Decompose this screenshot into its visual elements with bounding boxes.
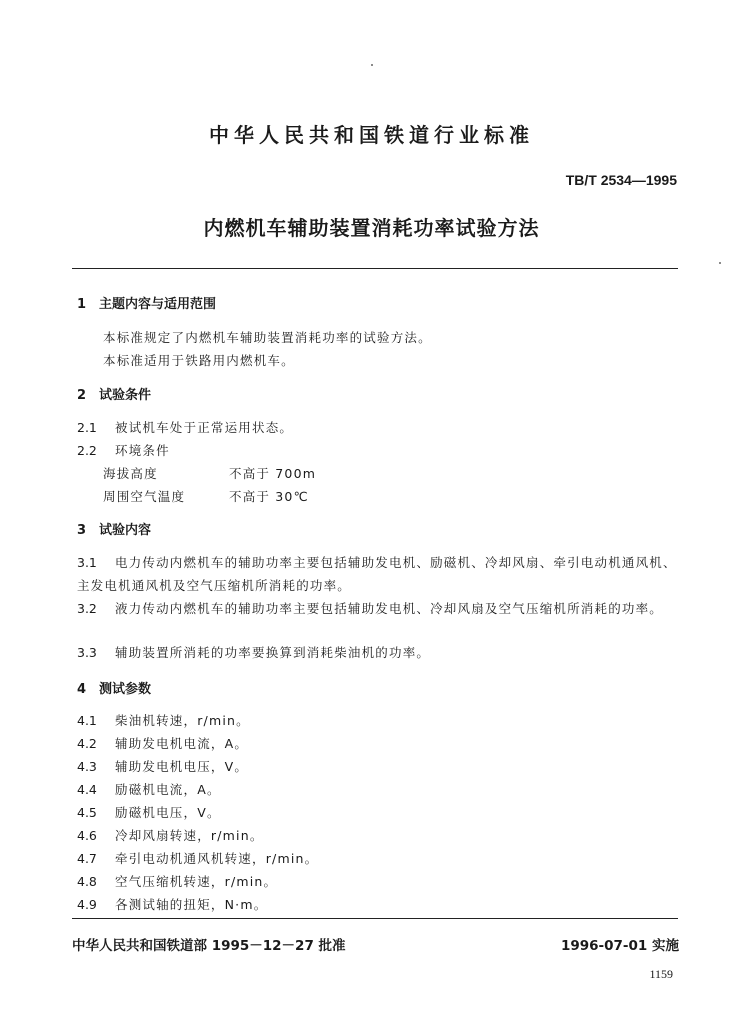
env-value: 不高于 700m [229, 466, 317, 481]
section-title: 试验条件 [99, 388, 152, 403]
document-title: 内燃机车辅助装置消耗功率试验方法 [203, 216, 540, 240]
parameter-item [77, 826, 264, 844]
implementation-date: 1996-07-01 实施 [560, 938, 679, 954]
approval-line: 中华人民共和国铁道部 1995－12－27 批准 [72, 938, 346, 954]
parameter-item [77, 803, 221, 821]
section-4-heading [77, 678, 151, 697]
item-number: 4.2 [77, 736, 97, 751]
section-3-heading [77, 519, 151, 538]
section-title: 主题内容与适用范围 [99, 297, 217, 312]
section-1-heading [77, 293, 216, 312]
item-text: 各测试轴的扭矩，N·m。 [115, 897, 268, 912]
scan-speck [371, 64, 373, 66]
section-number: 1 [77, 297, 87, 312]
item-text: 励磁机电压，V。 [115, 805, 221, 820]
item-number: 4.1 [77, 713, 97, 728]
clause-3-2 [77, 597, 681, 620]
env-label: 周围空气温度 [103, 489, 186, 504]
clause-text: 被试机车处于正常运用状态。 [115, 420, 294, 435]
clause-text: 液力传动内燃机车的辅助功率主要包括辅助发电机、冷却风扇及空气压缩机所消耗的功率。 [115, 601, 664, 616]
env-condition-row [103, 487, 309, 505]
item-text: 冷却风扇转速，r/min。 [115, 828, 264, 843]
section-number: 4 [77, 682, 87, 697]
item-number: 4.7 [77, 851, 97, 866]
item-text: 辅助发电机电压，V。 [115, 759, 249, 774]
industry-standard-heading: 中华人民共和国铁道行业标准 [209, 123, 534, 147]
clause-2-1 [77, 418, 293, 436]
env-condition-row [103, 464, 316, 482]
parameter-item [77, 757, 248, 775]
paragraph: 本标准适用于铁路用内燃机车。 [103, 353, 295, 368]
clause-number: 3.1 [77, 555, 97, 570]
item-text: 辅助发电机电流，A。 [115, 736, 249, 751]
item-number: 4.4 [77, 782, 97, 797]
item-text: 空气压缩机转速，r/min。 [115, 874, 278, 889]
section-title: 试验内容 [99, 523, 152, 538]
env-label: 海拔高度 [103, 466, 158, 481]
clause-number: 2.1 [77, 420, 97, 435]
item-number: 4.3 [77, 759, 97, 774]
item-number: 4.9 [77, 897, 97, 912]
parameter-item [77, 734, 248, 752]
top-divider [72, 268, 678, 269]
section-number: 2 [77, 388, 87, 403]
bottom-divider [72, 918, 678, 919]
parameter-item [77, 780, 221, 798]
paragraph: 本标准规定了内燃机车辅助装置消耗功率的试验方法。 [103, 330, 432, 345]
item-text: 励磁机电流，A。 [115, 782, 221, 797]
clause-3-3 [77, 643, 430, 661]
clause-number: 3.2 [77, 601, 97, 616]
standard-code: TB/T 2534—1995 [565, 172, 677, 188]
parameter-item [77, 872, 277, 890]
section-title: 测试参数 [99, 682, 152, 697]
item-number: 4.5 [77, 805, 97, 820]
clause-number: 2.2 [77, 443, 97, 458]
env-value: 不高于 30℃ [229, 489, 309, 504]
parameter-item [77, 895, 267, 913]
item-number: 4.8 [77, 874, 97, 889]
clause-3-1 [77, 551, 681, 597]
clause-text: 电力传动内燃机车的辅助功率主要包括辅助发电机、励磁机、冷却风扇、牵引电动机通风机、主发电机通风机及空气压缩机所消耗的功率。 [77, 555, 677, 593]
scan-speck [719, 262, 721, 264]
parameter-item [77, 849, 318, 867]
clause-text: 环境条件 [115, 443, 170, 458]
item-text: 牵引电动机通风机转速，r/min。 [115, 851, 319, 866]
clause-text: 辅助装置所消耗的功率要换算到消耗柴油机的功率。 [115, 645, 431, 660]
clause-number: 3.3 [77, 645, 97, 660]
section-number: 3 [77, 523, 87, 538]
clause-2-2 [77, 441, 170, 459]
page-number: 1159 [649, 967, 673, 981]
item-text: 柴油机转速，r/min。 [115, 713, 250, 728]
section-2-heading [77, 384, 151, 403]
parameter-item [77, 711, 250, 729]
item-number: 4.6 [77, 828, 97, 843]
